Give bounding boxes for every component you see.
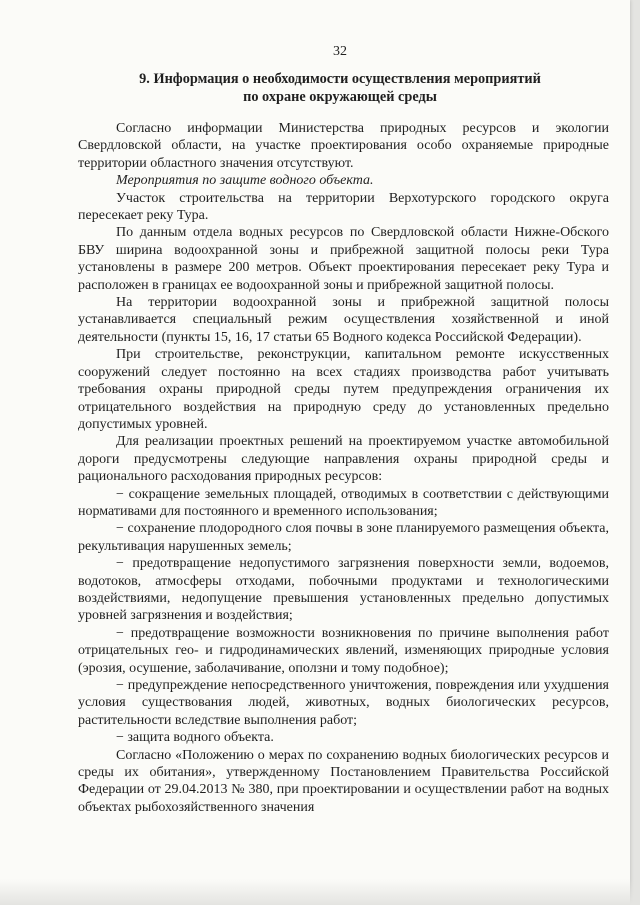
section-heading xyxy=(90,70,590,106)
list-item: − сохранение плодородного слоя почвы в зоне планируемого размещения объекта, рекультивация нарушенных земель; xyxy=(78,521,609,554)
paragraph: Согласно информации Министерства природных ресурсов и экологии Свердловской области, на участке проектирования особо охраняемые природные территории областного значения отсутствуют. xyxy=(78,121,609,171)
scan-bottom-shade xyxy=(0,879,640,905)
subsection-title: Мероприятия по защите водного объекта. xyxy=(116,173,374,189)
list-item: − защита водного объекта. xyxy=(116,730,274,746)
paragraph: По данным отдела водных ресурсов по Свердловской области Нижне-Обского БВУ ширина водоохранной зоны и прибрежной защитной полосы реки Тура установлены в размере 200 метров. Объект проектирования пересекает реку Тура и расположен в границах ее водоохранной зоны и прибрежной защитной полосы. xyxy=(78,225,609,293)
list-item: − предотвращение недопустимого загрязнения поверхности земли, водоемов, водотоков, атмосферы отходами, побочными продуктами и технологическими воздействиями, недопущение превышения установленных предельно допустимых уровней загрязнения и воздействия; xyxy=(78,556,609,624)
paragraph: Участок строительства на территории Верхотурского городского округа пересекает реку Тура. xyxy=(78,190,609,224)
section-heading-line-1: 9. Информация о необходимости осуществления мероприятий xyxy=(139,71,541,87)
list-item: − предотвращение возможности возникновения по причине выполнения работ отрицательных гео- и гидродинамических явлений, изменяющих природные условия (эрозия, осушение, заболачивание, оползни и тому подобное); xyxy=(78,625,609,676)
list-item: − сокращение земельных площадей, отводимых в соответствии с действующими нормативами для постоянного и временного использования; xyxy=(78,486,609,519)
page-number: 32 xyxy=(333,44,347,59)
body-text xyxy=(78,120,609,816)
section-heading-line-2: по охране окружающей среды xyxy=(243,89,437,105)
paragraph: На территории водоохранной зоны и прибрежной защитной полосы устанавливается специальный режим осуществления хозяйственной и иной деятельности (пункты 15, 16, 17 статьи 65 Водного кодекса Российской Федерации). xyxy=(78,295,609,345)
paragraph: При строительстве, реконструкции, капитальном ремонте искусственных сооружений следует постоянно на всех стадиях производства работ учитывать требования охраны природной среды путем предупреждения ограничения их отрицательного воздействия на природную среду до установленных предельно допустимых уровней. xyxy=(78,347,609,432)
paragraph: Согласно «Положению о мерах по сохранению водных биологических ресурсов и среды их обитания», утвержденному Постановлением Правительства Российской Федерации от 29.04.2013 № 380, при проектировании и осуществлении работ на водных объектах рыбохозяйственного значения xyxy=(78,747,609,815)
paragraph: Для реализации проектных решений на проектируемом участке автомобильной дороги предусмотрены следующие направления охраны природной среды и рационального расходования природных ресурсов: xyxy=(78,434,609,485)
list-item: − предупреждение непосредственного уничтожения, повреждения или ухудшения условия существования людей, животных, водных биологических ресурсов, растительности вследствие выполнения работ; xyxy=(78,678,609,728)
